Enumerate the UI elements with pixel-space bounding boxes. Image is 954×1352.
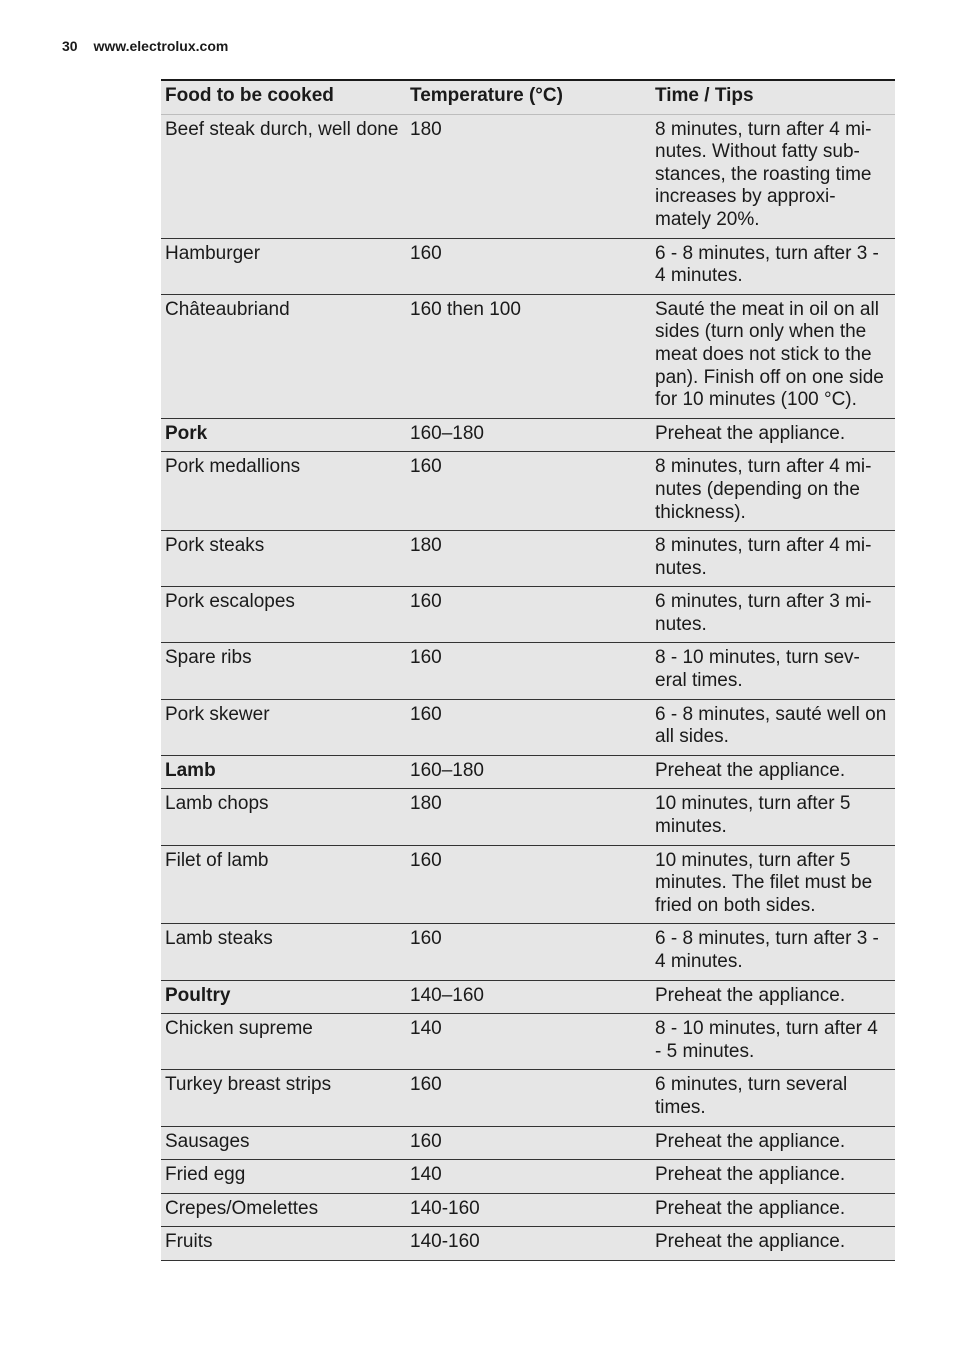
table-row [161, 980, 895, 1014]
table-body [161, 114, 895, 1260]
cell-time-tips: Preheat the appliance. [651, 1126, 895, 1160]
website-url: www.electrolux.com [93, 38, 229, 54]
cell-food: Châteaubriand [161, 294, 406, 418]
cell-time-tips: 10 minutes, turn after 5 minutes. The filet must be fried on both sides. [651, 845, 895, 924]
table-row [161, 452, 895, 531]
table-row [161, 1126, 895, 1160]
table-row [161, 294, 895, 418]
table-row [161, 1070, 895, 1126]
cell-time-tips: Sauté the meat in oil on all sides (turn only when the meat does not stick to the pan). Finish off on one side for 10 minutes (100 °C). [651, 294, 895, 418]
cell-temperature: 140 [406, 1014, 651, 1070]
cell-food: Turkey breast strips [161, 1070, 406, 1126]
cell-temperature: 160 [406, 238, 651, 294]
cell-food: Crepes/Omelettes [161, 1193, 406, 1227]
cell-temperature: 160 [406, 845, 651, 924]
cell-temperature: 160 [406, 452, 651, 531]
cell-time-tips: Preheat the appliance. [651, 980, 895, 1014]
cell-food: Hamburger [161, 238, 406, 294]
column-header-food: Food to be cooked [161, 80, 406, 114]
cell-food: Pork [161, 418, 406, 452]
table-row [161, 418, 895, 452]
cell-time-tips: 8 - 10 minutes, turn sev-eral times. [651, 643, 895, 699]
cell-food: Beef steak durch, well done [161, 114, 406, 238]
cell-time-tips: 6 minutes, turn after 3 mi-nutes. [651, 587, 895, 643]
cell-food: Lamb [161, 755, 406, 789]
cell-food: Sausages [161, 1126, 406, 1160]
cell-temperature: 160–180 [406, 418, 651, 452]
cell-temperature: 180 [406, 531, 651, 587]
table-row [161, 587, 895, 643]
cell-temperature: 160 [406, 699, 651, 755]
cell-temperature: 160–180 [406, 755, 651, 789]
cell-time-tips: Preheat the appliance. [651, 1160, 895, 1194]
cell-temperature: 180 [406, 114, 651, 238]
cell-temperature: 160 [406, 587, 651, 643]
table-row [161, 1160, 895, 1194]
cell-temperature: 160 [406, 643, 651, 699]
table-row [161, 531, 895, 587]
cell-temperature: 140-160 [406, 1227, 651, 1261]
cell-time-tips: 6 - 8 minutes, turn after 3 - 4 minutes. [651, 924, 895, 980]
cell-food: Chicken supreme [161, 1014, 406, 1070]
table-row [161, 755, 895, 789]
table-row [161, 789, 895, 845]
cell-food: Pork medallions [161, 452, 406, 531]
cell-food: Fruits [161, 1227, 406, 1261]
cell-time-tips: 6 - 8 minutes, sauté well on all sides. [651, 699, 895, 755]
cell-time-tips: 8 minutes, turn after 4 mi-nutes (depending on the thickness). [651, 452, 895, 531]
table-row [161, 1227, 895, 1261]
cell-food: Poultry [161, 980, 406, 1014]
cell-time-tips: 8 - 10 minutes, turn after 4 - 5 minutes. [651, 1014, 895, 1070]
cell-time-tips: 8 minutes, turn after 4 mi-nutes. [651, 531, 895, 587]
cell-food: Lamb chops [161, 789, 406, 845]
cell-temperature: 160 [406, 1070, 651, 1126]
cell-food: Filet of lamb [161, 845, 406, 924]
cell-time-tips: 10 minutes, turn after 5 minutes. [651, 789, 895, 845]
cell-food: Pork skewer [161, 699, 406, 755]
table-row [161, 114, 895, 238]
cell-time-tips: 6 minutes, turn several times. [651, 1070, 895, 1126]
table-header-row [161, 80, 895, 114]
cell-time-tips: 6 - 8 minutes, turn after 3 - 4 minutes. [651, 238, 895, 294]
cell-food: Pork steaks [161, 531, 406, 587]
table-row [161, 924, 895, 980]
cell-time-tips: Preheat the appliance. [651, 1227, 895, 1261]
cell-temperature: 140–160 [406, 980, 651, 1014]
cell-food: Lamb steaks [161, 924, 406, 980]
page-header [62, 38, 228, 54]
table-row [161, 238, 895, 294]
table-row [161, 1193, 895, 1227]
cell-temperature: 160 then 100 [406, 294, 651, 418]
table-row [161, 1014, 895, 1070]
cell-temperature: 160 [406, 1126, 651, 1160]
cell-temperature: 160 [406, 924, 651, 980]
cell-food: Fried egg [161, 1160, 406, 1194]
cell-food: Pork escalopes [161, 587, 406, 643]
column-header-temperature: Temperature (°C) [406, 80, 651, 114]
cell-time-tips: Preheat the appliance. [651, 1193, 895, 1227]
column-header-time-tips: Time / Tips [651, 80, 895, 114]
table-row [161, 699, 895, 755]
table-row [161, 643, 895, 699]
table-row [161, 845, 895, 924]
page-number: 30 [62, 38, 78, 54]
cell-temperature: 140 [406, 1160, 651, 1194]
cell-temperature: 140-160 [406, 1193, 651, 1227]
cooking-table [161, 79, 895, 1261]
cell-time-tips: Preheat the appliance. [651, 755, 895, 789]
cell-temperature: 180 [406, 789, 651, 845]
cell-food: Spare ribs [161, 643, 406, 699]
cell-time-tips: 8 minutes, turn after 4 mi-nutes. Without fatty sub-stances, the roasting time increases by approxi-mately 20%. [651, 114, 895, 238]
cell-time-tips: Preheat the appliance. [651, 418, 895, 452]
